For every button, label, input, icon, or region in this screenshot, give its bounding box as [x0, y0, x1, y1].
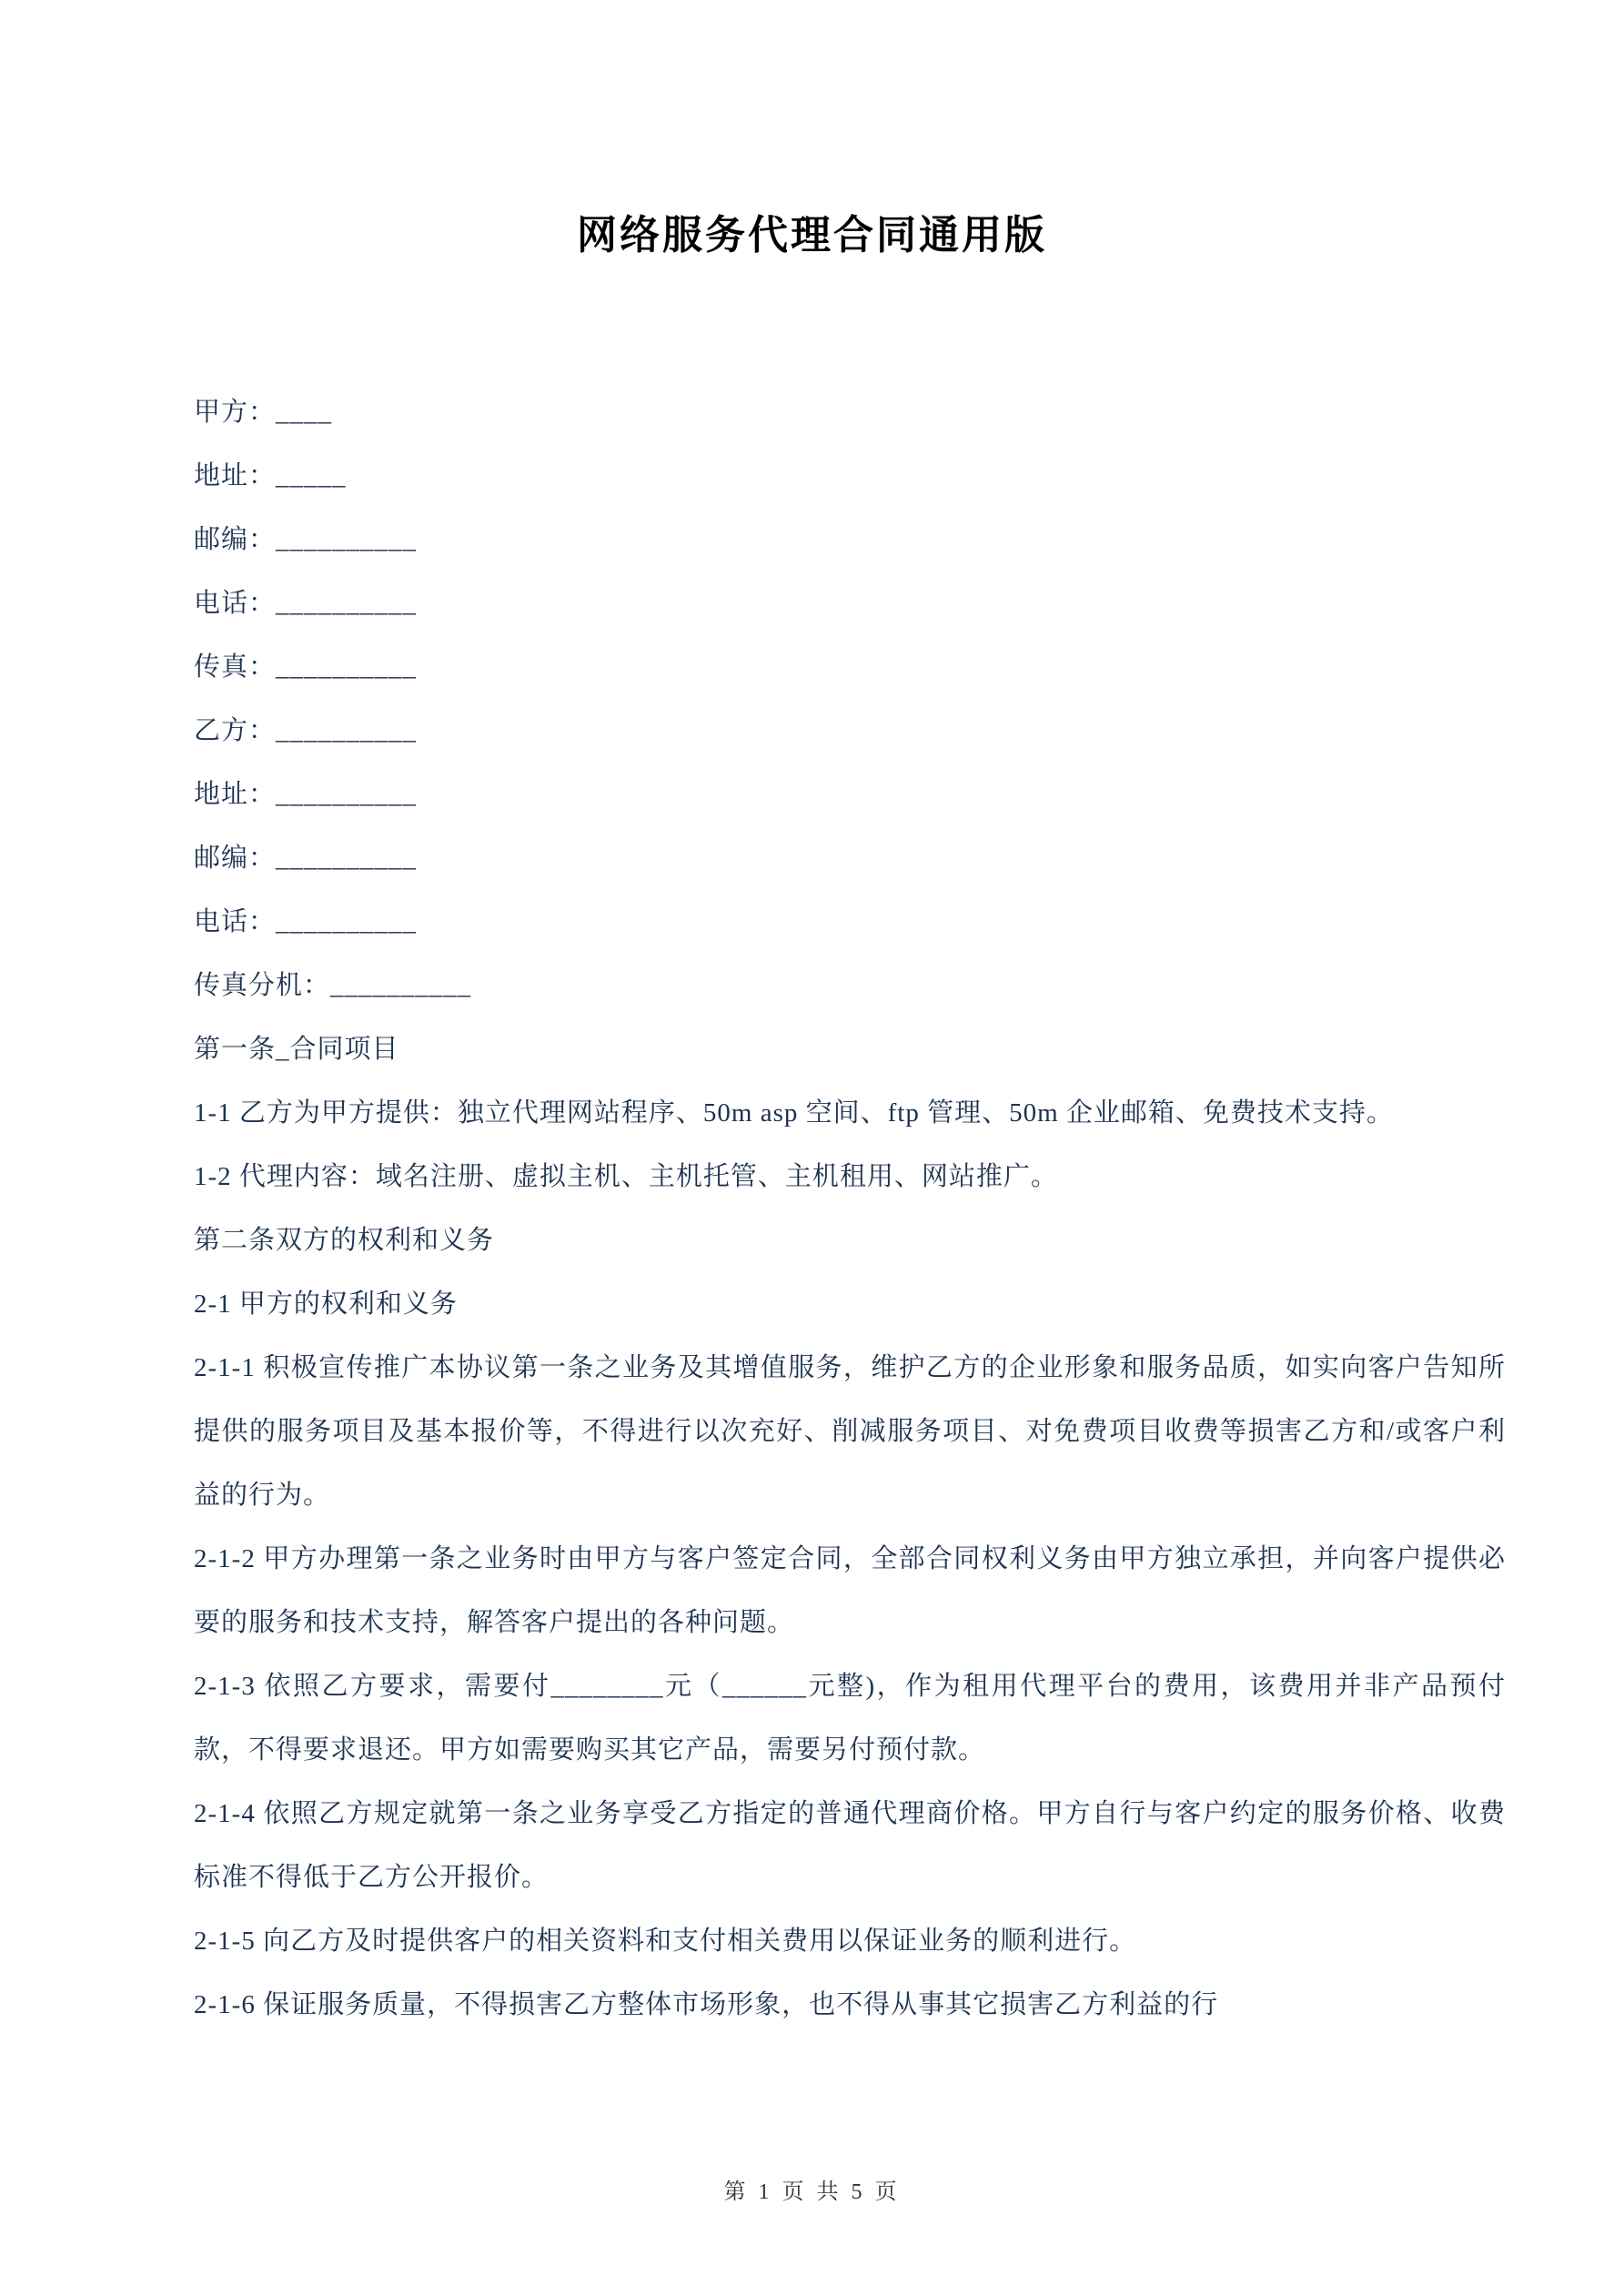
- phone-line-1: 电话：__________: [194, 589, 418, 618]
- postcode-line-2: 邮编：__________: [194, 844, 418, 873]
- postcode-line-1: 邮编：__________: [194, 525, 418, 554]
- party-a-line: 甲方：____: [194, 398, 333, 427]
- document-title: 网络服务代理合同通用版: [577, 212, 1047, 258]
- address-line-2: 地址：__________: [194, 780, 418, 809]
- clause-1-2: 1-2 代理内容：域名注册、虚拟主机、主机托管、主机租用、网站推广。: [194, 1162, 1058, 1191]
- address-line-1: 地址：_____: [194, 461, 347, 491]
- clause-2-1-1: 2-1-1 积极宣传推广本协议第一条之业务及其增值服务，维护乙方的企业形象和服务品质，如实向客户告知所提供的服务项目及基本报价等，不得进行以次充好、削减服务项目、对免费项目收费等损害乙方和/或客户利益的行为。: [194, 1353, 1506, 1510]
- clause-2-heading: 第二条双方的权利和义务: [194, 1226, 495, 1255]
- page-number-footer: 第 1 页 共 5 页: [723, 2180, 901, 2204]
- clause-2-1-2: 2-1-2 甲方办理第一条之业务时由甲方与客户签定合同，全部合同权利义务由甲方独立承担，并向客户提供必要的服务和技术支持，解答客户提出的各种问题。: [194, 1544, 1506, 1637]
- clause-2-1-4: 2-1-4 依照乙方规定就第一条之业务享受乙方指定的普通代理商价格。甲方自行与客户约定的服务价格、收费标准不得低于乙方公开报价。: [194, 1799, 1506, 1892]
- clause-1-1: 1-1 乙方为甲方提供：独立代理网站程序、50m asp 空间、ftp 管理、50m 企业邮箱、免费技术支持。: [194, 1098, 1394, 1128]
- clause-2-1-6: 2-1-6 保证服务质量，不得损害乙方整体市场形象，也不得从事其它损害乙方利益的行: [194, 1990, 1219, 2019]
- clause-2-1-5: 2-1-5 向乙方及时提供客户的相关资料和支付相关费用以保证业务的顺利进行。: [194, 1927, 1137, 1956]
- document-body: [194, 380, 1506, 2037]
- party-b-line: 乙方：__________: [194, 716, 418, 745]
- clause-1-heading: 第一条_合同项目: [194, 1035, 399, 1064]
- phone-line-2: 电话：__________: [194, 907, 418, 936]
- clause-2-1-3: 2-1-3 依照乙方要求，需要付________元（______元整)，作为租用代理平台的费用，该费用并非产品预付款，不得要求退还。甲方如需要购买其它产品，需要另付预付款。: [194, 1672, 1506, 1765]
- fax-line: 传真：__________: [194, 652, 418, 682]
- fax-ext-line: 传真分机：__________: [194, 971, 472, 1000]
- clause-2-1-heading: 2-1 甲方的权利和义务: [194, 1290, 458, 1319]
